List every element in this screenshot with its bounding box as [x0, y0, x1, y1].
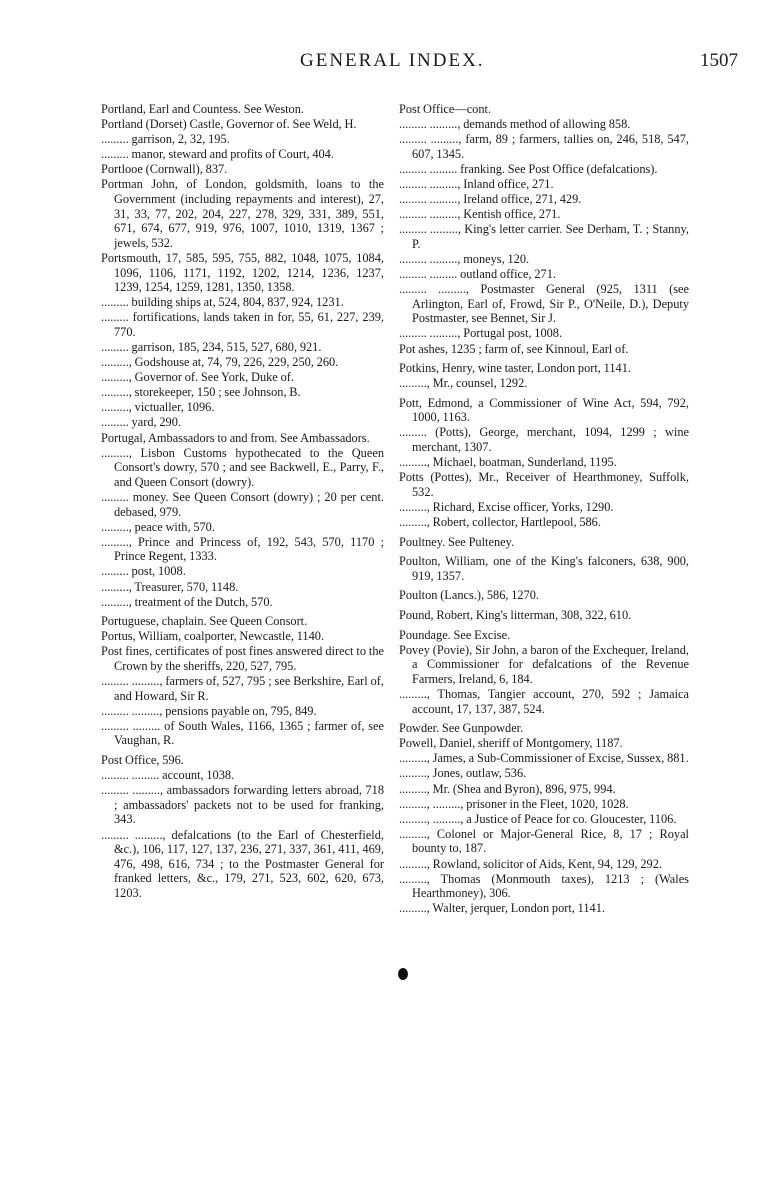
index-entry: Portus, William, coalporter, Newcastle, 1140. [101, 629, 325, 644]
index-entry: ......... money. See Queen Consort (dowry) ; 20 per cent. debased, 979. [101, 489, 384, 519]
index-entry: ........., Treasurer, 570, 1148. [101, 579, 239, 594]
index-entry: ......... yard, 290. [101, 415, 181, 430]
index-entry: Pound, Robert, King's litterman, 308, 322, 610. [399, 608, 632, 622]
ink-blot-mark [398, 968, 408, 980]
index-entry: ......... ......... franking. See Post Office (defalcations). [399, 161, 658, 176]
index-entry: Portuguese, chaplain. See Queen Consort. [101, 614, 308, 629]
index-entry: Poulton, William, one of the King's falconers, 638, 900, 919, 1357. [399, 554, 689, 583]
index-entry: Potkins, Henry, wine taster, London port, 1141. [399, 361, 631, 376]
index-entry: ........., treatment of the Dutch, 570. [101, 594, 273, 609]
index-entry: ......... ........., Ireland office, 271, 429. [399, 192, 582, 207]
index-entry: ........., Godshouse at, 74, 79, 226, 229, 250, 260. [101, 355, 339, 370]
index-entry: Potts (Pottes), Mr., Receiver of Hearthmoney, Suffolk, 532. [399, 470, 689, 499]
index-entry: ........., storekeeper, 150 ; see Johnson, B. [101, 385, 301, 400]
index-entry: Portsmouth, 17, 585, 595, 755, 882, 1048, 1075, 1084, 1096, 1106, 1171, 1192, 1202, 1214, 1236, 1237, 1239, 1254, 1259, 1281, 1350, 1358. [101, 250, 384, 295]
index-entry: Post fines, certificates of post fines answered direct to the Crown by the sheriffs, 220, 527, 795. [101, 644, 384, 673]
index-entry: ......... ........., demands method of allowing 858. [399, 117, 631, 132]
index-entry: ........., Michael, boatman, Sunderland, 1195. [399, 455, 617, 470]
index-entry: Post Office, 596. [101, 753, 184, 768]
index-entry: Pott, Edmond, a Commissioner of Wine Act, 594, 792, 1000, 1163. [399, 395, 689, 425]
index-entry: ........., Governor of. See York, Duke of. [101, 370, 294, 385]
index-entry: Powell, Daniel, sheriff of Montgomery, 1187. [399, 736, 623, 751]
index-entry: ........., Mr. (Shea and Byron), 896, 975, 994. [399, 781, 616, 796]
index-entry: Poultney. See Pulteney. [399, 534, 515, 549]
index-entry: ........., ........., a Justice of Peace for co. Gloucester, 1106. [399, 811, 677, 826]
index-entry: ......... ........., Kentish office, 271. [399, 207, 561, 222]
index-entry: Poulton (Lancs.), 586, 1270. [399, 588, 540, 603]
index-entry: ........., Thomas (Monmouth taxes), 1213 ; (Wales Hearthmoney), 306. [399, 871, 689, 901]
index-entry: Portugal, Ambassadors to and from. See Ambassadors. [101, 430, 370, 445]
index-entry: ......... building ships at, 524, 804, 837, 924, 1231. [101, 295, 344, 310]
index-entry: Pot ashes, 1235 ; farm of, see Kinnoul, Earl of. [399, 341, 629, 356]
index-entry: ......... ......... of South Wales, 1166, 1365 ; farmer of, see Vaughan, R. [101, 718, 384, 748]
index-entry: ......... ........., farm, 89 ; farmers, tallies on, 246, 518, 547, 607, 1345. [399, 132, 689, 161]
index-entry: ......... ........., pensions payable on, 795, 849. [101, 703, 317, 718]
right-column [399, 102, 689, 916]
index-entry: ......... ........., moneys, 120. [399, 251, 530, 266]
index-entry: Portman John, of London, goldsmith, loans to the Government (including repayments and interest), 27, 31, 33, 77, 202, 204, 227, 278, 329, 331, 389, 551, 671, 674, 677, 919, 976, 1007, 1010, 1319, 1367 ; jewels, 532. [101, 177, 384, 250]
index-entry: ........., Walter, jerquer, London port, 1141. [399, 901, 605, 916]
index-entry: Portland (Dorset) Castle, Governor of. See Weld, H. [101, 117, 357, 132]
index-entry: ........., victualler, 1096. [101, 400, 215, 415]
index-entry: ......... post, 1008. [101, 564, 186, 579]
index-entry: ......... ........., farmers of, 527, 795 ; see Berkshire, Earl of, and Howard, Sir R. [101, 674, 384, 703]
index-entry: ........., James, a Sub-Commissioner of Excise, Sussex, 881. [399, 751, 689, 766]
index-entry: ........., Lisbon Customs hypothecated to the Queen Consort's dowry, 570 ; and see Backwell, E., Parry, F., and Queen Consort (dowry). [101, 445, 384, 489]
index-entry: ........., Robert, collector, Hartlepool, 586. [399, 515, 601, 530]
index-entry: ......... fortifications, lands taken in for, 55, 61, 227, 239, 770. [101, 310, 384, 339]
index-entry: ......... ........., Postmaster General (925, 1311 (see Arlington, Earl of, Frowd, Sir P., O'Neile, D.), Deputy Postmaster, see Bennet, Sir J. [399, 282, 689, 326]
running-head: GENERAL INDEX. [300, 50, 485, 71]
index-entry: ........., peace with, 570. [101, 519, 215, 534]
index-entry: ......... garrison, 2, 32, 195. [101, 132, 230, 147]
page-number: 1507 [700, 50, 738, 71]
index-entry: ........., Richard, Excise officer, Yorks, 1290. [399, 499, 614, 514]
index-entry: ........., Mr., counsel, 1292. [399, 376, 528, 391]
index-entry: ......... ........., Portugal post, 1008. [399, 326, 563, 341]
index-entry: ........., Prince and Princess of, 192, 543, 570, 1170 ; Prince Regent, 1333. [101, 534, 384, 564]
index-entry: ......... ........., defalcations (to the Earl of Chesterfield, &c.), 106, 117, 127, 137, 236, 271, 337, 361, 411, 469, 476, 498, 616, 734 ; to the Postmaster General for franked letters, &c., 179, 271, 523, 602, 620, 673, 1203. [101, 827, 384, 900]
index-entry: ......... ......... account, 1038. [101, 768, 235, 783]
index-entry: ......... manor, steward and profits of Court, 404. [101, 147, 334, 162]
index-entry: ......... ........., King's letter carrier. See Derham, T. ; Stanny, P. [399, 222, 689, 251]
index-entry: Poundage. See Excise. [399, 627, 511, 642]
index-entry: ......... ........., ambassadors forwarding letters abroad, 718 ; ambassadors' packets not to be used for franking, 343. [101, 783, 384, 827]
index-entry: ......... ........., Inland office, 271. [399, 176, 554, 191]
index-entry: ........., Thomas, Tangier account, 270, 592 ; Jamaica account, 17, 137, 387, 524. [399, 686, 689, 716]
index-entry: Portlooe (Cornwall), 837. [101, 162, 228, 177]
index-entry: ......... ......... outland office, 271. [399, 267, 556, 282]
index-entry: Post Office—cont. [399, 102, 492, 116]
index-entry: ......... garrison, 185, 234, 515, 527, 680, 921. [101, 340, 322, 354]
index-entry: Portland, Earl and Countess. See Weston. [101, 102, 304, 116]
index-entry: Powder. See Gunpowder. [399, 721, 524, 736]
index-entry: ........., Jones, outlaw, 536. [399, 766, 527, 781]
index-entry: ........., Colonel or Major-General Rice, 8, 17 ; Royal bounty to, 187. [399, 826, 689, 856]
index-entry: ........., Rowland, solicitor of Aids, Kent, 94, 129, 292. [399, 856, 662, 871]
index-entry: ........., ........., prisoner in the Fleet, 1020, 1028. [399, 796, 629, 811]
index-entry: Povey (Povie), Sir John, a baron of the Exchequer, Ireland, a Commissioner for defalcations of the Revenue Farmers, Ireland, 6, 184. [399, 642, 689, 686]
index-entry: ......... (Potts), George, merchant, 1094, 1299 ; wine merchant, 1307. [399, 425, 689, 455]
left-column [101, 102, 384, 901]
